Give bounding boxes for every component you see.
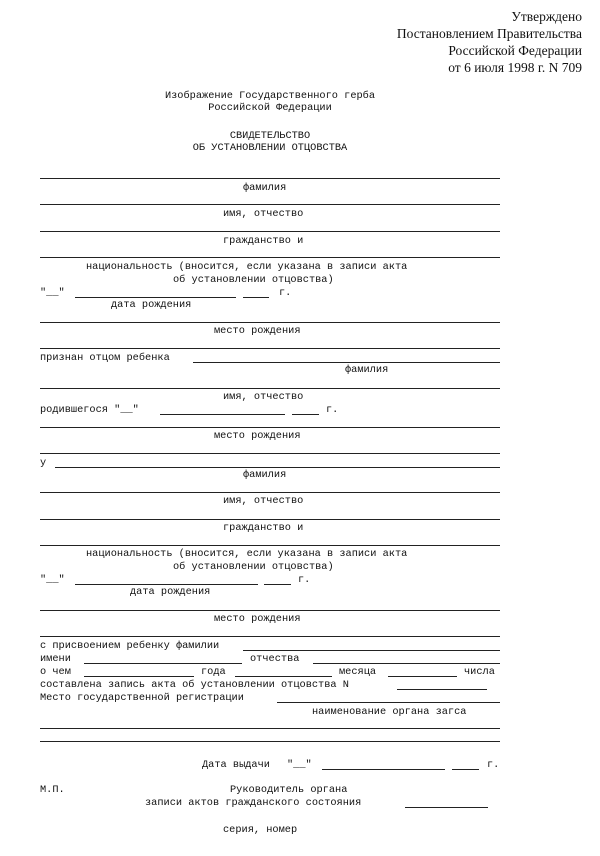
father-nationality-caption-1: национальность (вносится, если указана в записи акта — [86, 261, 408, 273]
record-year-line[interactable] — [84, 676, 194, 677]
mother-year-suffix: г. — [298, 574, 311, 586]
certificate-title-2: ОБ УСТАНОВЛЕНИИ ОТЦОВСТВА — [192, 142, 348, 154]
father-birthplace-line-2[interactable] — [40, 348, 500, 349]
father-citizenship-line[interactable] — [40, 231, 500, 232]
record-day-line[interactable] — [388, 676, 457, 677]
child-name-line[interactable] — [40, 388, 500, 389]
registration-place-line[interactable] — [277, 702, 500, 703]
child-year-suffix: г. — [326, 404, 339, 416]
father-surname-line[interactable] — [40, 178, 500, 179]
record-number-line[interactable] — [397, 689, 487, 690]
mother-surname-line[interactable] — [55, 467, 500, 468]
issue-date-label: Дата выдачи — [202, 759, 270, 771]
mother-birthplace-line-2[interactable] — [40, 636, 500, 637]
mother-at-label: у — [40, 457, 47, 469]
record-label: составлена запись акта об установлении отцовства N — [40, 679, 349, 691]
certificate-title-1: СВИДЕТЕЛЬСТВО — [229, 130, 311, 142]
issue-year-suffix: г. — [487, 759, 500, 771]
mother-nationality-caption-1: национальность (вносится, если указана в записи акта — [86, 548, 408, 560]
father-citizenship-caption: гражданство и — [223, 235, 304, 247]
assign-patronymic-line[interactable] — [313, 663, 500, 664]
approval-line-3: Российской Федерации — [448, 43, 582, 58]
mother-date-line[interactable] — [75, 584, 258, 585]
child-surname-line[interactable] — [193, 362, 500, 363]
mother-name-line[interactable] — [40, 492, 500, 493]
series-number-label: серия, номер — [223, 824, 298, 836]
father-birth-date-caption: дата рождения — [111, 299, 192, 311]
month-label: месяца — [339, 666, 377, 678]
head-label-1: Руководитель органа — [230, 784, 348, 796]
assign-name-label: имени — [40, 653, 71, 665]
mother-name-caption: имя, отчество — [223, 495, 304, 507]
father-date-line[interactable] — [75, 297, 236, 298]
recognized-label: признан отцом ребенка — [40, 352, 170, 364]
assign-patronymic-label: отчества — [250, 653, 300, 665]
child-birthplace-line[interactable] — [40, 427, 500, 428]
child-year-line[interactable] — [292, 414, 319, 415]
emblem-caption-2: Российской Федерации — [208, 102, 332, 114]
mother-year-line[interactable] — [264, 584, 291, 585]
child-birthplace-line-2[interactable] — [40, 453, 500, 454]
mother-nationality-caption-2: об установлении отцовства) — [173, 561, 334, 573]
father-surname-caption: фамилия — [243, 182, 287, 194]
father-nationality-line[interactable] — [40, 257, 500, 258]
mother-surname-caption: фамилия — [243, 469, 287, 481]
father-year-suffix: г. — [279, 287, 292, 299]
assign-surname-label: с присвоением ребенку фамилии — [40, 640, 220, 652]
mother-nationality-line[interactable] — [40, 545, 500, 546]
record-month-line[interactable] — [235, 676, 332, 677]
child-name-caption: имя, отчество — [223, 391, 304, 403]
issue-date-line[interactable] — [322, 769, 445, 770]
stamp-label: М.П. — [40, 784, 65, 796]
father-name-line[interactable] — [40, 204, 500, 205]
day-label: числа — [464, 666, 495, 678]
approval-line-2: Постановлением Правительства — [396, 26, 582, 41]
child-born-label: родившегося "__" — [40, 404, 139, 416]
father-nationality-caption-2: об установлении отцовства) — [173, 274, 334, 286]
mother-citizenship-caption: гражданство и — [223, 522, 304, 534]
head-label-2: записи актов гражданского состояния — [145, 797, 362, 809]
approval-line-4: от 6 июля 1998 г. N 709 — [448, 60, 582, 75]
mother-birth-date-caption: дата рождения — [130, 586, 211, 598]
registry-office-caption: наименование органа загса — [312, 706, 467, 718]
emblem-caption-1: Изображение Государственного герба — [164, 90, 376, 102]
father-name-caption: имя, отчество — [223, 208, 304, 220]
mother-birthplace-caption: место рождения — [214, 613, 301, 625]
about-label: о чем — [40, 666, 71, 678]
child-date-line[interactable] — [160, 414, 285, 415]
father-year-line[interactable] — [243, 297, 269, 298]
mother-citizenship-line[interactable] — [40, 519, 500, 520]
issue-date-quote: "__" — [287, 759, 312, 771]
assign-name-line[interactable] — [84, 663, 242, 664]
mother-birthplace-line[interactable] — [40, 610, 500, 611]
mother-date-quote: "__" — [40, 574, 65, 586]
assign-surname-line[interactable] — [243, 650, 500, 651]
approval-line-1: Утверждено — [511, 9, 582, 24]
year-label: года — [201, 666, 226, 678]
head-signature-line[interactable] — [405, 807, 488, 808]
father-birthplace-caption: место рождения — [214, 325, 301, 337]
registration-place-label: Место государственной регистрации — [40, 692, 244, 704]
registry-office-line-2[interactable] — [40, 741, 500, 742]
child-surname-caption: фамилия — [345, 364, 389, 376]
father-date-quote: "__" — [40, 287, 65, 299]
registry-office-line-1[interactable] — [40, 728, 500, 729]
issue-year-line[interactable] — [452, 769, 479, 770]
father-birthplace-line[interactable] — [40, 322, 500, 323]
child-birthplace-caption: место рождения — [214, 430, 301, 442]
